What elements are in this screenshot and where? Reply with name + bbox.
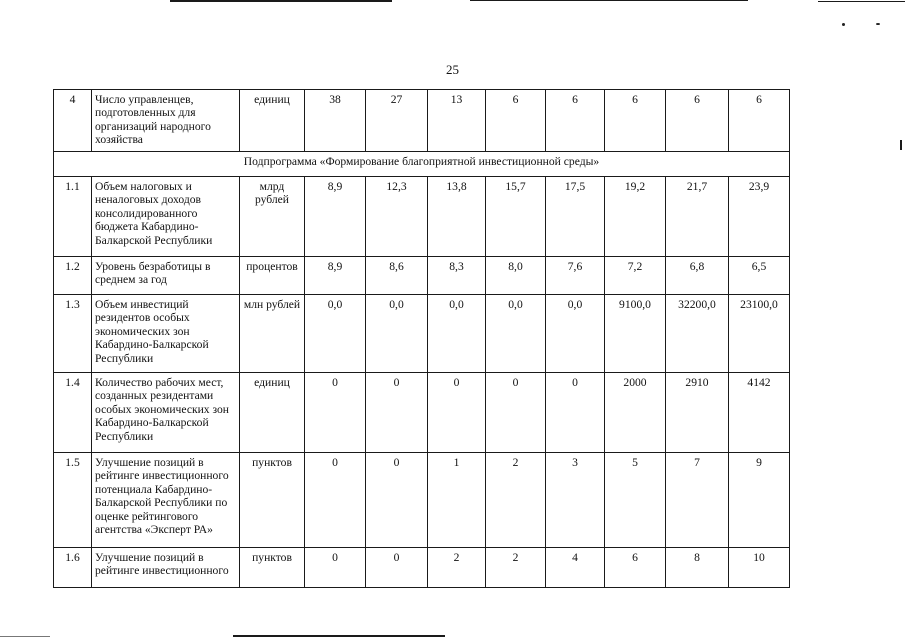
row-number: 1.1 (54, 177, 92, 257)
value-cell: 17,5 (546, 177, 605, 257)
section-title: Подпрограмма «Формирование благоприятной инвестиционной среды» (54, 152, 790, 177)
value-cell: 0 (486, 373, 546, 453)
value-cell: 0,0 (305, 295, 366, 373)
value-cell: 8,3 (428, 257, 486, 295)
table-row (54, 257, 790, 295)
value-cell: 1 (428, 453, 486, 548)
value-cell: 2910 (666, 373, 729, 453)
indicators-table (53, 89, 790, 588)
value-cell: 0,0 (366, 295, 428, 373)
value-cell: 0,0 (486, 295, 546, 373)
value-cell: 7 (666, 453, 729, 548)
table-row (54, 548, 790, 588)
scan-artifact-top-right (470, 0, 748, 1)
indicator-name: Объем инвестиций резидентов особых экономических зон Кабардино-Балкарской Республики (92, 295, 240, 373)
table-row (54, 295, 790, 373)
scan-artifact-bottom-left (0, 636, 50, 637)
value-cell: 7,6 (546, 257, 605, 295)
value-cell: 0,0 (546, 295, 605, 373)
indicator-name: Уровень безработицы в среднем за год (92, 257, 240, 295)
unit-cell: единиц (240, 90, 305, 152)
indicator-name: Улучшение позиций в рейтинге инвестиционного (92, 548, 240, 588)
value-cell: 5 (605, 453, 666, 548)
unit-cell: пунктов (240, 548, 305, 588)
row-number: 1.4 (54, 373, 92, 453)
value-cell: 2000 (605, 373, 666, 453)
scan-speck (876, 23, 880, 25)
table-row (54, 373, 790, 453)
indicator-name: Число управленцев, подготовленных для организаций народного хозяйства (92, 90, 240, 152)
value-cell: 0 (305, 548, 366, 588)
value-cell: 0 (366, 548, 428, 588)
scan-artifact-top-left (170, 0, 392, 2)
unit-cell: процентов (240, 257, 305, 295)
page-number: 25 (446, 62, 459, 77)
value-cell: 6 (605, 548, 666, 588)
value-cell: 3 (546, 453, 605, 548)
value-cell: 6 (666, 90, 729, 152)
row-number: 1.5 (54, 453, 92, 548)
value-cell: 8,6 (366, 257, 428, 295)
value-cell: 10 (729, 548, 790, 588)
value-cell: 13,8 (428, 177, 486, 257)
table-row (54, 453, 790, 548)
value-cell: 19,2 (605, 177, 666, 257)
value-cell: 8,0 (486, 257, 546, 295)
scan-artifact-top-far-right (818, 1, 905, 2)
scan-artifact-right-edge (900, 140, 902, 150)
row-number: 4 (54, 90, 92, 152)
section-row (54, 152, 790, 177)
indicator-name: Количество рабочих мест, созданных резидентами особых экономических зон Кабардино-Балкарской Республики (92, 373, 240, 453)
scan-speck (842, 23, 845, 26)
value-cell: 4 (546, 548, 605, 588)
value-cell: 0 (366, 373, 428, 453)
value-cell: 12,3 (366, 177, 428, 257)
value-cell: 15,7 (486, 177, 546, 257)
table-body (54, 90, 790, 588)
unit-cell: единиц (240, 373, 305, 453)
value-cell: 23100,0 (729, 295, 790, 373)
value-cell: 0 (546, 373, 605, 453)
value-cell: 23,9 (729, 177, 790, 257)
value-cell: 4142 (729, 373, 790, 453)
value-cell: 32200,0 (666, 295, 729, 373)
value-cell: 0 (428, 373, 486, 453)
value-cell: 2 (428, 548, 486, 588)
table-row (54, 90, 790, 152)
value-cell: 8 (666, 548, 729, 588)
value-cell: 0 (305, 373, 366, 453)
indicator-name: Улучшение позиций в рейтинге инвестиционного потенциала Кабардино-Балкарской Республики по оценке рейтингового агентства «Эксперт РА» (92, 453, 240, 548)
value-cell: 8,9 (305, 257, 366, 295)
unit-cell: млрд рублей (240, 177, 305, 257)
value-cell: 6,8 (666, 257, 729, 295)
scan-artifact-bottom (233, 635, 445, 637)
value-cell: 6 (546, 90, 605, 152)
value-cell: 21,7 (666, 177, 729, 257)
value-cell: 0 (366, 453, 428, 548)
indicator-name: Объем налоговых и неналоговых доходов консолидированного бюджета Кабардино-Балкарской Республики (92, 177, 240, 257)
table-row (54, 177, 790, 257)
value-cell: 6,5 (729, 257, 790, 295)
value-cell: 2 (486, 453, 546, 548)
value-cell: 38 (305, 90, 366, 152)
row-number: 1.2 (54, 257, 92, 295)
value-cell: 13 (428, 90, 486, 152)
value-cell: 6 (729, 90, 790, 152)
value-cell: 6 (605, 90, 666, 152)
row-number: 1.3 (54, 295, 92, 373)
value-cell: 9 (729, 453, 790, 548)
value-cell: 2 (486, 548, 546, 588)
value-cell: 9100,0 (605, 295, 666, 373)
value-cell: 0,0 (428, 295, 486, 373)
unit-cell: пунктов (240, 453, 305, 548)
row-number: 1.6 (54, 548, 92, 588)
value-cell: 8,9 (305, 177, 366, 257)
unit-cell: млн рублей (240, 295, 305, 373)
value-cell: 0 (305, 453, 366, 548)
value-cell: 7,2 (605, 257, 666, 295)
value-cell: 27 (366, 90, 428, 152)
value-cell: 6 (486, 90, 546, 152)
